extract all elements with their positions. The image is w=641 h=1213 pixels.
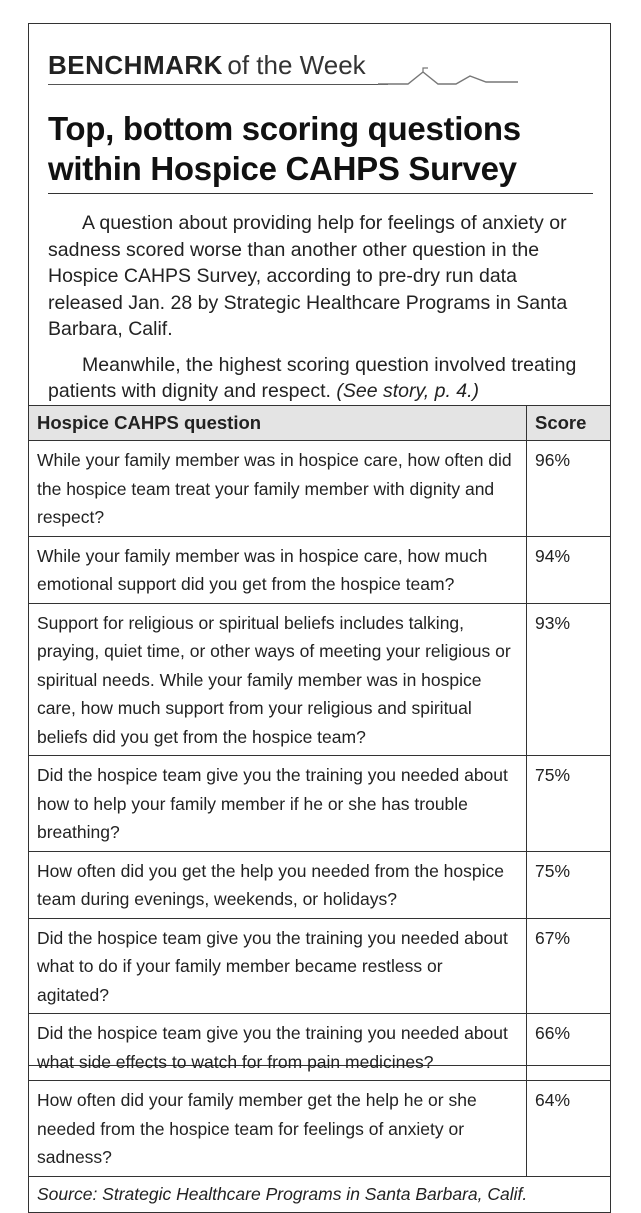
scores-table: [28, 405, 611, 1213]
score-cell: 64%: [527, 1081, 611, 1177]
intro-paragraph: A question about providing help for feelings of anxiety or sadness scored worse than another other question in the Hospice CAHPS Survey, according to pre-dry run data released Jan. 28 by Strategic Healthcare Programs in Santa Barbara, Calif.: [48, 212, 568, 340]
score-cell: 93%: [527, 603, 611, 756]
headline-rule: [48, 193, 593, 194]
score-cell: 75%: [527, 756, 611, 852]
kicker-text: [48, 50, 366, 81]
score-cell: 75%: [527, 851, 611, 918]
kicker-underline: [48, 84, 388, 85]
kicker-light: of the Week: [227, 50, 366, 80]
benchmark-box: [28, 23, 611, 1204]
story-reference: (See story, p. 4.): [336, 380, 480, 402]
table-row: [29, 536, 611, 603]
section-kicker: [48, 50, 508, 86]
table-row: [29, 851, 611, 918]
page-title: Top, bottom scoring questions within Hospice CAHPS Survey: [48, 110, 521, 187]
table-header-row: [29, 406, 611, 441]
column-header-question: Hospice CAHPS question: [29, 406, 527, 441]
question-cell: How often did you get the help you needed from the hospice team during evenings, weekends, or holidays?: [29, 851, 527, 918]
score-cell: 66%: [527, 1014, 611, 1081]
score-cell: 67%: [527, 918, 611, 1014]
source-row: [29, 1176, 611, 1212]
question-cell: While your family member was in hospice care, how much emotional support did you get from the hospice team?: [29, 536, 527, 603]
house-roof-icon: [378, 56, 518, 90]
question-cell: While your family member was in hospice care, how often did the hospice team treat your family member with dignity and respect?: [29, 441, 527, 537]
question-cell: Support for religious or spiritual beliefs includes talking, praying, quiet time, or other ways of meeting your religious or spiritual needs. While your family member was in hospice care, how much support from your religious and spiritual beliefs did you get from the hospice team?: [29, 603, 527, 756]
intro-text: [48, 210, 594, 414]
score-cell: 94%: [527, 536, 611, 603]
table-row: [29, 603, 611, 756]
table-row: [29, 441, 611, 537]
table-row: [29, 756, 611, 852]
intro-paragraph-text: Meanwhile, the highest scoring question involved treating patients with dignity and respect.: [48, 353, 577, 402]
kicker-bold: BENCHMARK: [48, 50, 223, 80]
table-row: [29, 1014, 611, 1081]
intro-paragraph: [48, 352, 594, 405]
question-cell: How often did your family member get the help he or she needed from the hospice team for feelings of anxiety or sadness?: [29, 1081, 527, 1177]
question-cell: Did the hospice team give you the training you needed about what side effects to watch for from pain medicines?: [29, 1014, 527, 1081]
column-header-score: Score: [527, 406, 611, 441]
source-note: Source: Strategic Healthcare Programs in Santa Barbara, Calif.: [29, 1176, 611, 1212]
score-cell: 96%: [527, 441, 611, 537]
question-cell: Did the hospice team give you the training you needed about what to do if your family member became restless or agitated?: [29, 918, 527, 1014]
table-row: [29, 918, 611, 1014]
question-cell: Did the hospice team give you the training you needed about how to help your family member if he or she has trouble breathing?: [29, 756, 527, 852]
table-row: [29, 1081, 611, 1177]
